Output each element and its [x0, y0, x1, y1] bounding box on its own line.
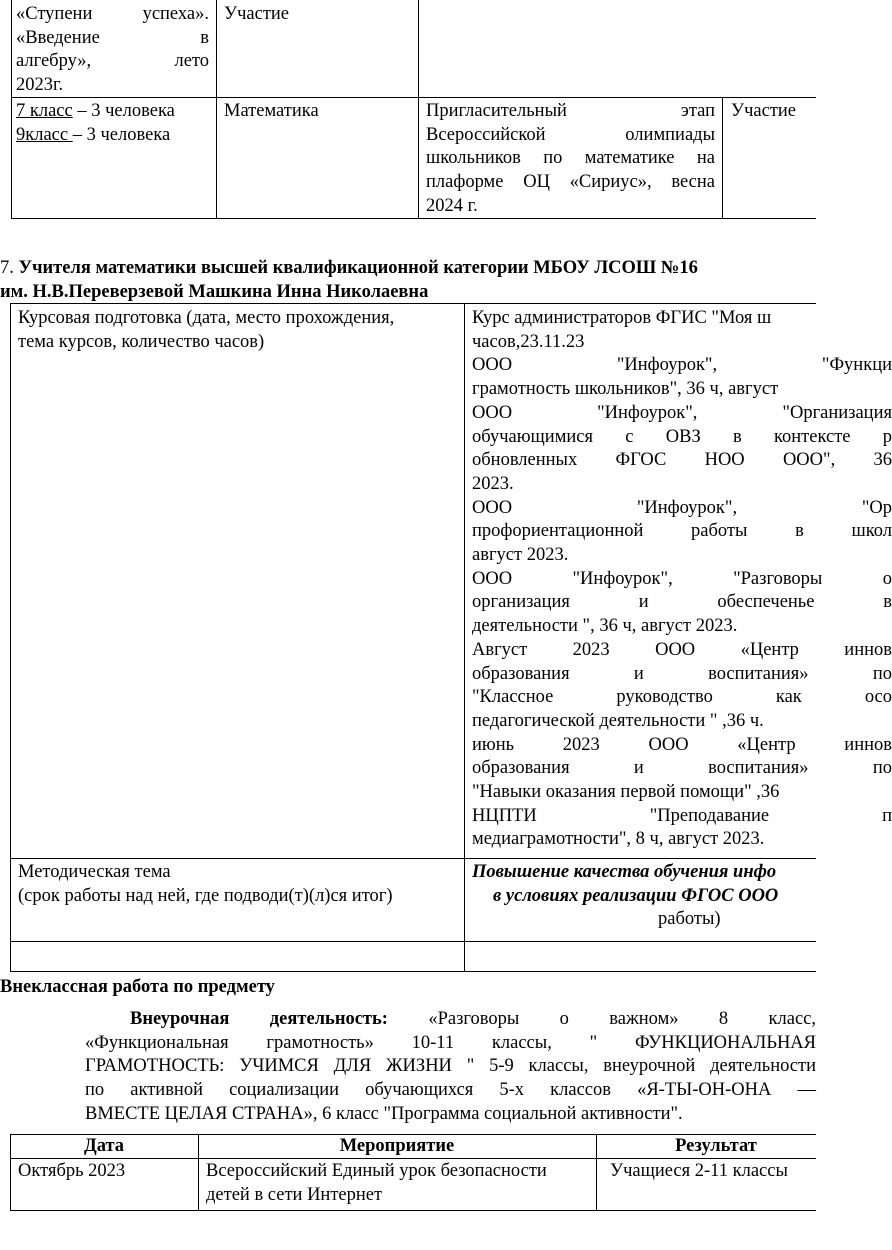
header-event: Мероприятие [339, 1136, 455, 1156]
course-line: грамотность школьников", 36 ч, август [472, 379, 779, 400]
method-topic-line1: Повышение качества обучения инфо [472, 862, 777, 882]
method-label [18, 861, 458, 908]
border [418, 0, 419, 219]
method-topic-line3: работы) [658, 909, 721, 930]
course-line: организация и обеспеченье в [472, 592, 892, 613]
text: – 3 человека [72, 101, 175, 121]
border [10, 303, 11, 972]
course-line: ООО "Инфоурок", "Ор [472, 497, 892, 518]
course-line: медиаграмотности", 8 ч, август 2023. [472, 829, 765, 850]
border [216, 0, 217, 219]
lead-label: Внеурочная деятельность: [130, 1009, 388, 1029]
border [722, 97, 723, 219]
class-9: 9класс [16, 124, 73, 145]
text: – 3 человека [72, 124, 171, 145]
course-label [18, 307, 458, 354]
row-event [206, 1160, 594, 1207]
course-line: обучающимися с ОВЗ в контексте р [472, 426, 892, 447]
cell-olympiad [426, 100, 715, 219]
text-line [85, 1008, 816, 1032]
text-line: алгебру», лето [16, 51, 209, 72]
section-title-line2: им. Н.В.Переверзевой Машкина Инна Николаевна [0, 282, 429, 302]
course-list [472, 307, 892, 852]
text-line: (срок работы над ней, где подводи(т)(л)ся итог) [18, 885, 393, 906]
border [464, 303, 465, 972]
text-line: по активной социализации обучающихся 5-х классов «Я-ТЫ-ОН-ОНА — [85, 1080, 816, 1101]
text-line: ВМЕСТЕ ЦЕЛАЯ СТРАНА», 6 класс "Программа социальной активности". [85, 1103, 683, 1124]
header-result: Результат [675, 1136, 757, 1156]
cell-subject: Математика [224, 101, 319, 121]
text-line: плаформе ОЦ «Сириус», весна [426, 172, 715, 193]
course-line: Август 2023 ООО «Центр иннов [472, 639, 892, 660]
border [10, 1210, 816, 1211]
row-result: Учащиеся 2-11 классы [610, 1161, 788, 1181]
course-line: август 2023. [472, 545, 569, 566]
text-line: ГРАМОТНОСТЬ: УЧИМСЯ ДЛЯ ЖИЗНИ " 5-9 классы, внеурочной деятельности [85, 1056, 816, 1077]
extracurricular-heading: Внеклассная работа по предмету [0, 977, 275, 997]
border [11, 0, 12, 219]
border [10, 941, 816, 942]
course-line: обновленных ФГОС НОО ООО", 36 [472, 450, 892, 471]
cell-program [16, 3, 209, 98]
course-line: ООО "Инфоурок", "Разговоры о [472, 568, 892, 589]
course-line: 2023. [472, 473, 514, 494]
text-line: Всероссийский Единый урок безопасности [206, 1161, 547, 1181]
text-line: Всероссийской олимпиады [426, 124, 715, 145]
course-line: образования и воспитания» по [472, 663, 892, 684]
text-line: «Ступени успеха». [16, 4, 209, 24]
text-line: 2023г. [16, 75, 64, 96]
text-line: школьников по математике на [426, 148, 715, 169]
course-line: деятельности ", 36 ч, август 2023. [472, 616, 738, 637]
text-line: «Функциональная грамотность» 10-11 классы, " ФУНКЦИОНАЛЬНАЯ [85, 1032, 816, 1053]
border [10, 971, 816, 972]
text-line: «Введение в [16, 27, 209, 48]
cell-participation: Участие [224, 4, 290, 24]
text-line: детей в сети Интернет [206, 1184, 383, 1205]
header-date: Дата [83, 1136, 125, 1156]
course-line: Курс администраторов ФГИС "Моя ш [472, 308, 772, 328]
course-line: июнь 2023 ООО «Центр иннов [472, 734, 892, 755]
course-line: НЦПТИ "Преподавание п [472, 805, 892, 826]
cell-result: Участие [731, 101, 797, 121]
course-line: ООО "Инфоурок", "Функци [472, 355, 892, 376]
text-line: Методическая тема [18, 862, 171, 882]
course-line: часов,23.11.23 [472, 331, 585, 352]
border [10, 303, 816, 304]
course-line: профориентационной работы в школ [472, 521, 892, 542]
text-line: тема курсов, количество часов) [18, 331, 265, 352]
method-topic [472, 861, 816, 932]
course-line: "Классное руководство как осо [472, 687, 892, 708]
section-heading [0, 257, 816, 281]
text: «Разговоры о важном» 8 класс, [428, 1009, 816, 1029]
extracurricular-text [85, 1008, 816, 1127]
cell-classes [16, 100, 214, 147]
course-line: ООО "Инфоурок", "Организация [472, 402, 892, 423]
text-line: 2024 г. [426, 195, 478, 216]
course-line: педагогической деятельности " ,36 ч. [472, 710, 764, 731]
text-line: Пригласительный этап [426, 101, 715, 121]
class-7: 7 класс [16, 101, 73, 121]
method-topic-line2: в условиях реализации ФГОС ООО [493, 885, 779, 906]
row-date: Октябрь 2023 [18, 1161, 126, 1181]
text-line: Курсовая подготовка (дата, место прохождения, [18, 308, 395, 328]
course-line: образования и воспитания» по [472, 758, 892, 779]
section-title-line1: Учителя математики высшей квалификационной категории МБОУ ЛСОШ №16 [18, 258, 698, 278]
course-line: "Навыки оказания первой помощи" ,36 [472, 782, 780, 803]
border [10, 858, 816, 859]
section-number: 7. [0, 258, 14, 278]
